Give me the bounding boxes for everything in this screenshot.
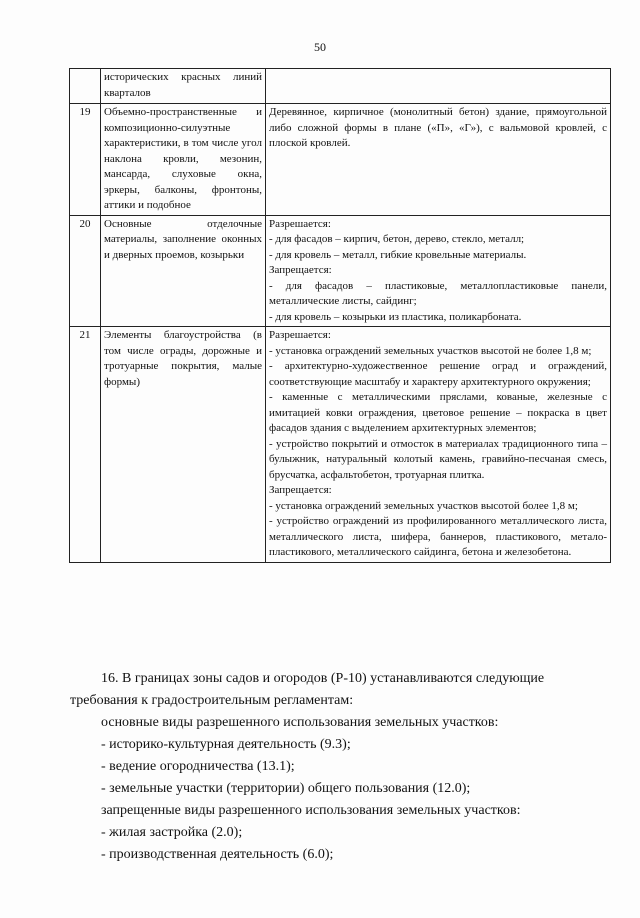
prohibited-uses-heading: запрещенные виды разрешенного использования земельных участков: (101, 803, 521, 818)
requirement-line: - каменные с металлическими пряслами, кованые, железные с имитацией ковки ограждения, цветовое решение – покраска в цвет фасадов здания с выделением архитектурных элементов; (269, 391, 607, 434)
body-text (0, 668, 640, 866)
table-row (70, 327, 611, 563)
requirement-line: Разрешается: (269, 217, 331, 230)
requirement-line: - устройство покрытий и отмосток в материалах традиционного типа – булыжник, натуральный колотый камень, гравийно-песчаная смесь, брусчатка, асфальтобетон, тротуарная плитка. (269, 437, 607, 481)
paragraph-16-heading: 16. В границах зоны садов и огородов (Р-10) устанавливаются следующие (101, 671, 545, 686)
prohibited-use-item: - жилая застройка (2.0); (101, 825, 243, 840)
row-parameter: Объемно-пространственные и композиционно-силуэтные характеристики, в том числе угол наклона кровли, мезонин, мансарда, слуховые окна, эркеры, балконы, фронтоны, аттики и подобное (101, 104, 266, 216)
paragraph-16-continuation: требования к градостроительным регламентам: (70, 693, 354, 708)
row-number: 21 (70, 327, 101, 563)
row-number: 19 (70, 104, 101, 216)
row-requirements (266, 104, 611, 216)
main-uses-heading: основные виды разрешенного использования земельных участков: (101, 715, 499, 730)
requirement-line: Запрещается: (269, 264, 332, 276)
row-parameter: исторических красных линий кварталов (101, 69, 266, 104)
table-row (70, 104, 611, 216)
requirement-line: - устройство ограждений из профилированного металлического листа, металлического листа, шифера, баннеров, пластикового, метало-пластикового, металлического сайдинга, бетона и железобетона. (269, 515, 607, 558)
requirement-line: - для фасадов – пластиковые, металлопластиковые панели, металлические листы, сайдинг; (269, 279, 607, 307)
main-use-item: - земельные участки (территории) общего пользования (12.0); (101, 781, 471, 796)
page-number: 50 (314, 40, 326, 54)
prohibited-use-item: - производственная деятельность (6.0); (101, 847, 334, 862)
row-parameter: Основные отделочные материалы, заполнение оконных и дверных проемов, козырьки (101, 215, 266, 327)
requirement-line: - установка ограждений земельных участков высотой более 1,8 м; (269, 499, 578, 512)
requirement-line: - для кровель – козырьки из пластика, поликарбоната. (269, 310, 522, 323)
requirement-line: Разрешается: (269, 329, 331, 341)
requirement-line: Деревянное, кирпичное (монолитный бетон) здание, прямоугольной либо сложной формы в плане («П», «Г»), с вальмовой кровлей, с плоской кровлей. (269, 106, 607, 149)
row-requirements (266, 69, 611, 104)
main-use-item: - историко-культурная деятельность (9.3); (101, 737, 351, 752)
requirement-line: - для фасадов – кирпич, бетон, дерево, стекло, металл; (269, 233, 525, 245)
requirement-line: - для кровель – металл, гибкие кровельные материалы. (269, 248, 527, 261)
main-use-item: - ведение огородничества (13.1); (101, 759, 295, 774)
table-row (70, 69, 611, 104)
requirement-line: - установка ограждений земельных участков высотой не более 1,8 м; (269, 344, 592, 357)
row-number (70, 69, 101, 104)
table-row (70, 215, 611, 327)
row-parameter: Элементы благоустройства (в том числе ограды, дорожные и тротуарные покрытия, малые формы) (101, 327, 266, 563)
row-number: 20 (70, 215, 101, 327)
row-requirements (266, 327, 611, 563)
requirement-line: - архитектурно-художественное решение оград и ограждений, соответствующие масштабу и характеру архитектурного окружения; (269, 360, 607, 388)
regulations-table (69, 68, 611, 563)
requirement-line: Запрещается: (269, 484, 332, 496)
row-requirements (266, 215, 611, 327)
